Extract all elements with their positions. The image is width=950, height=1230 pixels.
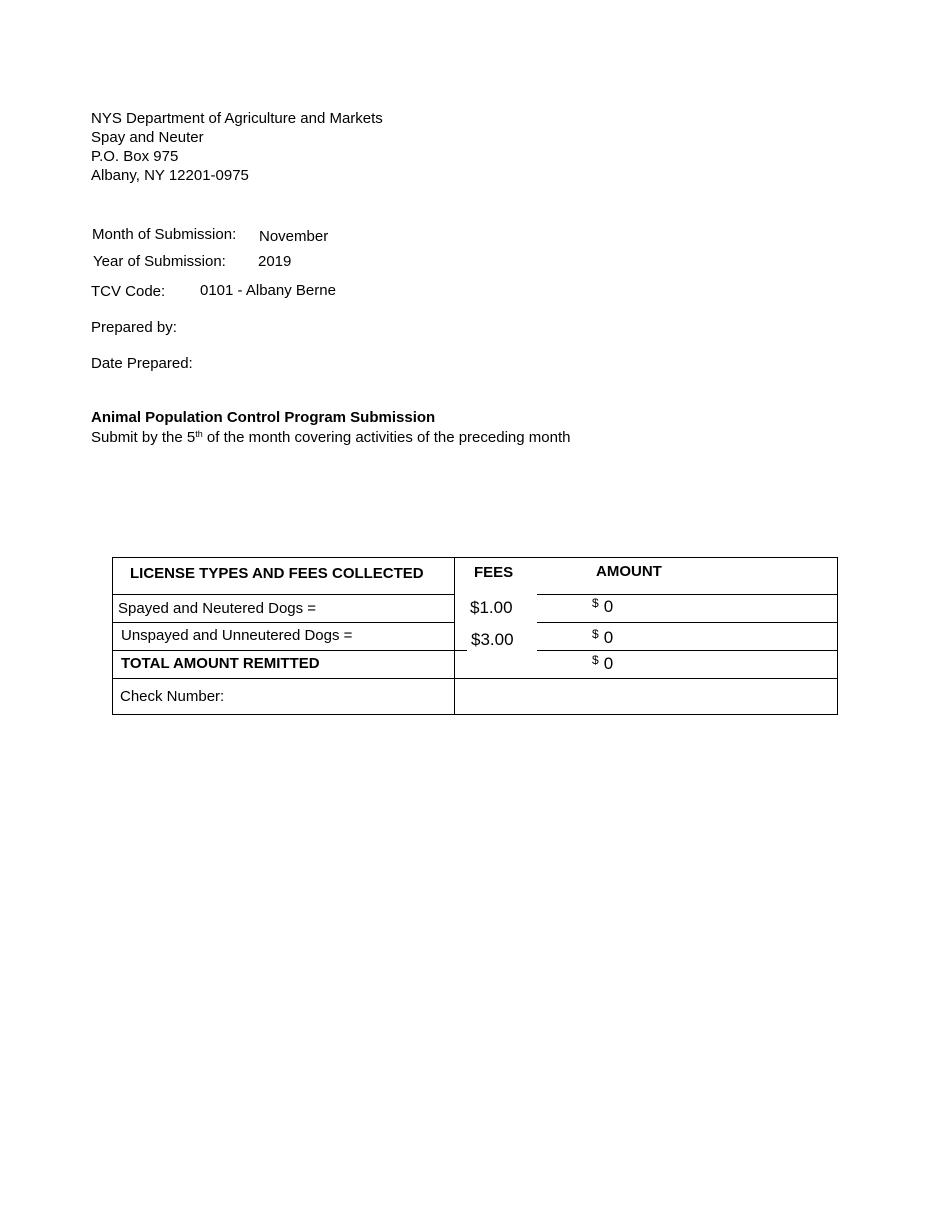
row-separator <box>537 622 838 623</box>
tcv-code-field[interactable]: 0101 - Albany Berne <box>200 282 336 299</box>
header-license-types: LICENSE TYPES AND FEES COLLECTED <box>130 565 424 582</box>
table-border-bottom <box>112 714 838 715</box>
row-separator <box>112 594 455 595</box>
total-amount-value[interactable] <box>592 654 613 674</box>
year-field[interactable]: 2019 <box>258 253 292 270</box>
month-field[interactable]: November <box>259 228 329 245</box>
address-line-4: Albany, NY 12201-0975 <box>91 167 249 184</box>
fee-unspayed-unneutered: $3.00 <box>471 630 514 649</box>
table-border-right <box>837 557 838 715</box>
currency-symbol: $ <box>592 596 599 610</box>
fee-spayed-neutered: $1.00 <box>470 598 513 617</box>
prepared-by-field[interactable] <box>190 319 440 337</box>
instruction-text-post: of the month covering activities of the preceding month <box>202 429 571 446</box>
address-line-2: Spay and Neuter <box>91 129 204 146</box>
row-separator <box>112 650 467 651</box>
table-column-divider <box>454 557 455 715</box>
date-prepared-field[interactable] <box>205 355 455 373</box>
submission-instruction <box>91 429 570 446</box>
row-separator <box>112 678 838 679</box>
total-amount-label: TOTAL AMOUNT REMITTED <box>121 655 320 672</box>
check-number-field[interactable] <box>462 686 832 708</box>
table-border-left <box>112 557 113 715</box>
instruction-superscript: th <box>195 429 203 439</box>
header-fees: FEES <box>474 564 514 581</box>
prepared-by-label: Prepared by: <box>91 319 177 336</box>
row-separator <box>112 622 455 623</box>
row-separator <box>537 594 838 595</box>
address-line-1: NYS Department of Agriculture and Markets <box>91 110 383 127</box>
check-number-label: Check Number: <box>120 688 225 705</box>
row-label-unspayed-unneutered: Unspayed and Unneutered Dogs = <box>121 627 353 644</box>
table-border-top <box>112 557 838 558</box>
tcv-code-label: TCV Code: <box>91 283 166 300</box>
submission-title: Animal Population Control Program Submission <box>91 409 436 426</box>
row-label-spayed-neutered: Spayed and Neutered Dogs = <box>118 600 317 617</box>
currency-symbol: $ <box>592 627 599 641</box>
address-line-3: P.O. Box 975 <box>91 148 179 165</box>
currency-symbol: $ <box>592 653 599 667</box>
row-separator <box>537 650 838 651</box>
amount-value: 0 <box>603 597 614 616</box>
instruction-text-pre: Submit by the 5 <box>91 429 196 446</box>
amount-unspayed-unneutered[interactable] <box>592 628 613 648</box>
amount-spayed-neutered[interactable] <box>592 597 613 617</box>
date-prepared-label: Date Prepared: <box>91 355 193 372</box>
amount-value: 0 <box>603 628 614 647</box>
header-amount: AMOUNT <box>596 563 662 580</box>
amount-value: 0 <box>603 654 614 673</box>
year-label: Year of Submission: <box>93 253 226 270</box>
month-label: Month of Submission: <box>92 226 237 243</box>
